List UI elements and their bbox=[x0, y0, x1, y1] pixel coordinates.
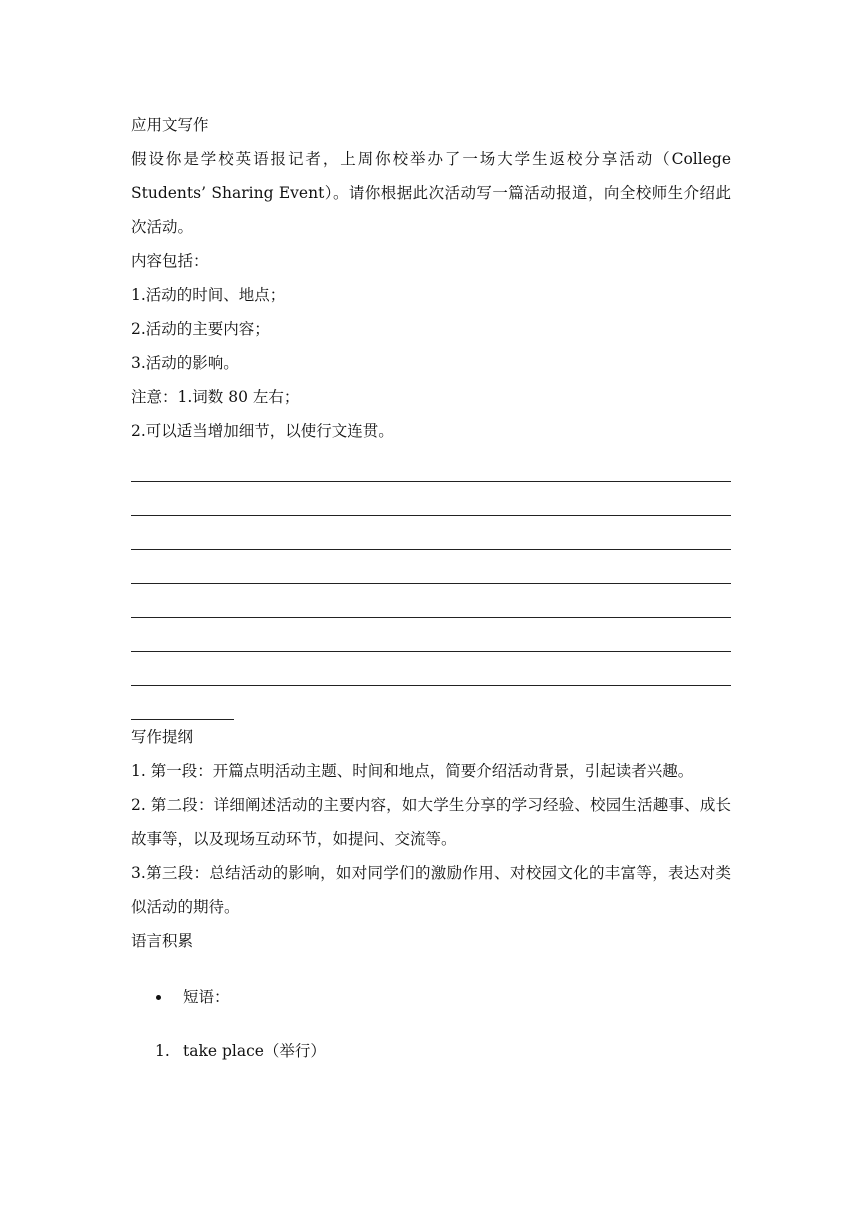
outline-item-3: 3.第三段：总结活动的影响，如对同学们的激励作用、对校园文化的丰富等，表达对类似活动的期待。 bbox=[131, 864, 731, 916]
list-item bbox=[131, 1034, 731, 1068]
document-page bbox=[131, 108, 731, 1068]
answer-line-end[interactable] bbox=[131, 686, 234, 720]
answer-line[interactable] bbox=[131, 448, 731, 482]
answer-line[interactable] bbox=[131, 584, 731, 618]
content-item-1: 1.活动的时间、地点； bbox=[131, 286, 286, 304]
note-word-count: 注意：1.词数 80 左右； bbox=[131, 388, 300, 406]
language-heading: 语言积累 bbox=[131, 932, 194, 950]
phrase-text: take place（举行） bbox=[183, 1042, 326, 1060]
outline-item-2: 2. 第二段：详细阐述活动的主要内容，如大学生分享的学习经验、校园生活趣事、成长故事等，以及现场互动环节，如提问、交流等。 bbox=[131, 796, 731, 848]
phrase-section bbox=[131, 980, 731, 1068]
list-number: 1. bbox=[155, 1042, 170, 1060]
answer-line[interactable] bbox=[131, 482, 731, 516]
writing-prompt: 假设你是学校英语报记者，上周你校举办了一场大学生返校分享活动（College Students’ Sharing Event）。请你根据此次活动写一篇活动报道，向全校师生介绍此次活动。 bbox=[131, 150, 731, 236]
content-item-3: 3.活动的影响。 bbox=[131, 354, 239, 372]
answer-line[interactable] bbox=[131, 652, 731, 686]
outline-item-1: 1. 第一段：开篇点明活动主题、时间和地点，简要介绍活动背景，引起读者兴趣。 bbox=[131, 762, 694, 780]
answer-line[interactable] bbox=[131, 516, 731, 550]
section-title: 应用文写作 bbox=[131, 116, 209, 134]
bullet-icon bbox=[156, 995, 161, 1000]
outline-heading: 写作提纲 bbox=[131, 728, 194, 746]
answer-line[interactable] bbox=[131, 550, 731, 584]
content-item-2: 2.活动的主要内容； bbox=[131, 320, 270, 338]
bullet-label: 短语： bbox=[183, 988, 230, 1006]
content-heading: 内容包括： bbox=[131, 252, 209, 270]
answer-lines bbox=[131, 448, 731, 720]
bullet-item bbox=[131, 980, 731, 1014]
answer-line[interactable] bbox=[131, 618, 731, 652]
note-details: 2.可以适当增加细节，以使行文连贯。 bbox=[131, 422, 394, 440]
